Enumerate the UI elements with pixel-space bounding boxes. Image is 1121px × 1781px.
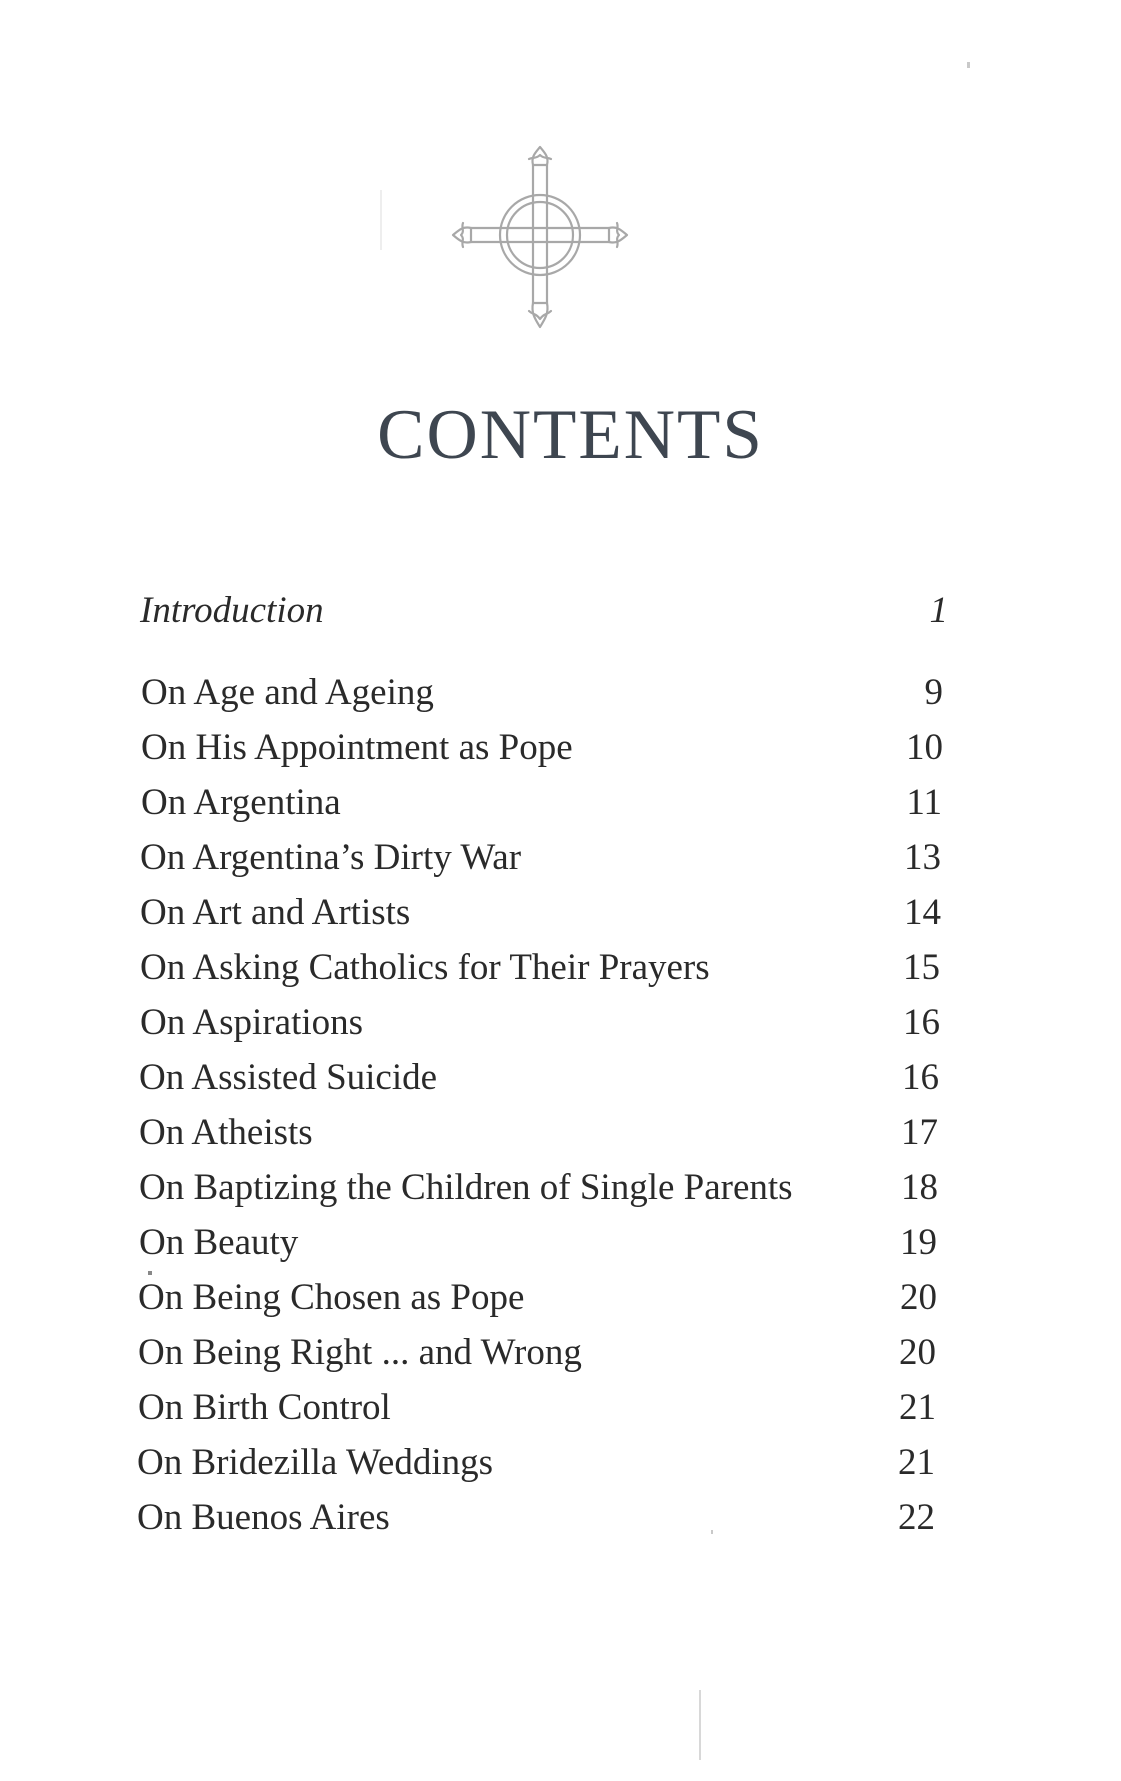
toc-entry-page: 21 (899, 1387, 936, 1428)
toc-entry-label: On Aspirations (140, 1002, 364, 1043)
toc-entry-page: 21 (898, 1442, 935, 1483)
toc-entry[interactable] (141, 778, 942, 828)
toc-entry[interactable] (139, 1163, 938, 1213)
toc-entry-page: 10 (906, 727, 943, 768)
toc-entry-label: On Baptizing the Children of Single Parents (139, 1167, 793, 1208)
page-title: CONTENTS (377, 396, 764, 474)
toc-entry-page: 17 (901, 1112, 938, 1153)
toc-entry-page: 16 (902, 1057, 939, 1098)
toc-entry[interactable] (140, 943, 940, 993)
toc-entry[interactable] (141, 668, 943, 718)
toc-entry[interactable] (139, 1108, 938, 1158)
toc-entry-label: On Birth Control (138, 1387, 391, 1428)
toc-entry[interactable] (140, 998, 940, 1048)
toc-entry[interactable] (138, 1383, 936, 1433)
toc-entry[interactable] (138, 1273, 937, 1323)
toc-entry[interactable] (137, 1493, 935, 1543)
toc-entry-label: On Age and Ageing (141, 672, 434, 713)
toc-entry-label: On Atheists (139, 1112, 313, 1153)
toc-entry[interactable] (140, 833, 941, 883)
toc-entry-label: On Assisted Suicide (139, 1057, 438, 1098)
toc-entry-page: 9 (924, 672, 943, 713)
toc-entry[interactable] (138, 1328, 936, 1378)
toc-entry-label: On His Appointment as Pope (141, 727, 573, 768)
scan-speck (967, 62, 970, 68)
toc-entry-page: 13 (904, 837, 941, 878)
toc-entry-page: 20 (899, 1332, 936, 1373)
toc-entry-page: 14 (904, 892, 941, 933)
toc-entry-label: On Argentina’s Dirty War (140, 837, 522, 878)
scan-speck (380, 190, 382, 250)
toc-entry-introduction[interactable] (140, 586, 948, 636)
toc-entry-page: 11 (906, 782, 942, 823)
toc-entry[interactable] (140, 888, 941, 938)
toc-entry-page: 20 (900, 1277, 937, 1318)
toc-entry-page: 16 (903, 1002, 940, 1043)
toc-entry[interactable] (137, 1438, 935, 1488)
toc-entry-label: On Argentina (141, 782, 341, 823)
toc-entry-label: On Asking Catholics for Their Prayers (140, 947, 710, 988)
toc-entry-page: 15 (903, 947, 940, 988)
toc-entry-label: On Bridezilla Weddings (137, 1442, 493, 1483)
toc-entry-page: 1 (929, 590, 948, 631)
toc-entry[interactable] (141, 723, 943, 773)
toc-entry[interactable] (139, 1218, 937, 1268)
toc-entry-page: 22 (898, 1497, 935, 1538)
toc-entry-page: 19 (900, 1222, 937, 1263)
toc-entry-label: On Buenos Aires (137, 1497, 390, 1538)
toc-entry-label: On Being Chosen as Pope (138, 1277, 525, 1318)
scan-speck (699, 1690, 701, 1760)
scan-speck (148, 1271, 152, 1275)
toc-entry-label: On Beauty (139, 1222, 299, 1263)
toc-entry-page: 18 (901, 1167, 938, 1208)
toc-entry[interactable] (139, 1053, 939, 1103)
scan-speck (711, 1530, 713, 1534)
toc-entry-label: On Art and Artists (140, 892, 411, 933)
toc-entry-label: On Being Right ... and Wrong (138, 1332, 582, 1373)
toc-entry-label: Introduction (140, 590, 324, 631)
